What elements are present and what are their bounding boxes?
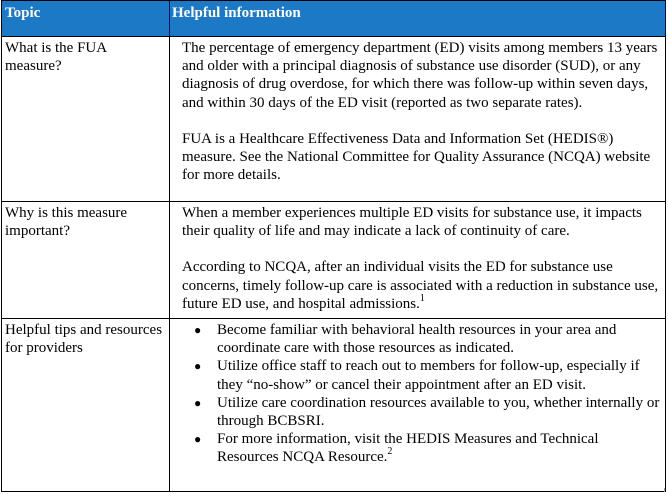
bullet-icon: ● [194, 432, 202, 447]
info-cell [170, 319, 666, 492]
table-header-row [2, 1, 666, 37]
list-item-text: Become familiar with behavioral health resources in your area and coordinate care with those resources as indicated. [217, 322, 617, 357]
info-cell [170, 202, 666, 319]
footnote-marker: 1 [419, 292, 425, 304]
list-item [182, 430, 661, 466]
bullet-icon: ● [194, 395, 202, 410]
info-paragraph: The percentage of emergency department (ED) visits among members 13 years and older with a principal diagnosis of substance use disorder (SUD), or any diagnosis of drug overdose, for which there was follow-up within seven days, and within 30 days of the ED visit (reported as two separate rates). [182, 40, 658, 111]
info-paragraph-text: According to NCQA, after an individual visits the ED for substance use concerns, timely follow-up care is associated with a reduction in substance use, future ED use, and hospital admissions. [182, 259, 659, 312]
tips-list [182, 321, 661, 467]
bullet-icon: ● [194, 359, 202, 374]
list-item [182, 321, 661, 357]
topic-cell: Helpful tips and resources for providers [2, 319, 170, 492]
list-item-text: Utilize care coordination resources available to you, whether internally or through BCBSRI. [217, 394, 660, 430]
list-item [182, 394, 661, 430]
info-paragraph [182, 258, 661, 313]
list-item [182, 357, 661, 393]
list-item-text: Utilize office staff to reach out to members for follow-up, especially if they “no-show” or cancel their appointment after an ED visit. [217, 358, 640, 393]
header-topic: Topic [2, 1, 170, 37]
header-helpful-information: Helpful information [170, 1, 666, 37]
fua-info-table [1, 0, 666, 492]
page-edge-mark [664, 488, 665, 492]
info-cell [170, 37, 666, 202]
topic-cell: Why is this measure important? [2, 202, 170, 319]
bullet-icon: ● [194, 323, 202, 337]
info-paragraph: FUA is a Healthcare Effectiveness Data and Information Set (HEDIS®) measure. See the National Committee for Quality Assurance (NCQA) website for more details. [182, 130, 651, 184]
table-row-fua-measure [2, 37, 666, 202]
table-row-helpful-tips [2, 319, 666, 492]
footnote-marker: 2 [387, 446, 393, 458]
table-row-measure-importance [2, 202, 666, 319]
list-item-text: For more information, visit the HEDIS Measures and Technical Resources NCQA Resource. [217, 431, 599, 466]
topic-cell: What is the FUA measure? [2, 37, 170, 202]
info-paragraph: When a member experiences multiple ED visits for substance use, it impacts their quality of life and may indicate a lack of continuity of care. [182, 205, 642, 240]
